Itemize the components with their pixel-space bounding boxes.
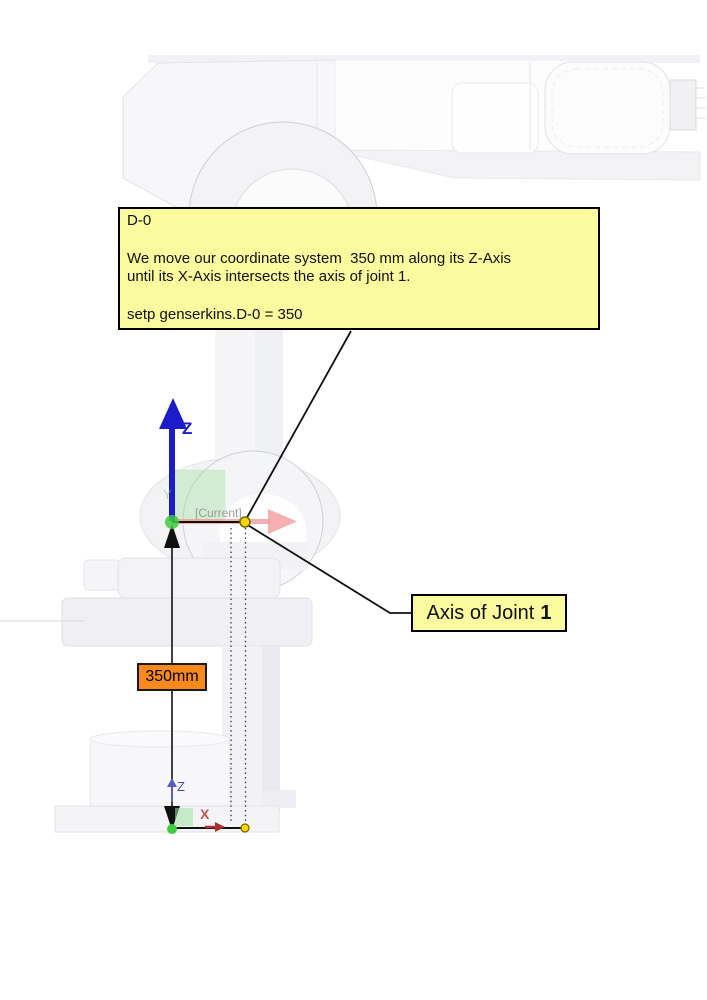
dimension-text: 350mm: [145, 668, 199, 685]
d0-note-callout: [118, 207, 600, 330]
dimension-350mm-label: [137, 663, 207, 691]
arm-panel: [452, 83, 538, 153]
wrist-housing: [545, 62, 670, 154]
base-step: [262, 790, 296, 808]
current-frame-label: [Current]: [195, 506, 242, 520]
base-cylinder: [90, 737, 230, 811]
note-body-line2: until its X-Axis intersects the axis of joint 1.: [127, 268, 411, 285]
note-body-line1: We move our coordinate system 350 mm along its Z-Axis: [127, 250, 512, 267]
axis-of-joint-label: [411, 594, 567, 632]
joint-label-number: 1: [540, 601, 552, 624]
base-origin-dot: [167, 824, 177, 834]
origin-dot: [165, 515, 179, 529]
base-cylinder-top: [90, 731, 230, 747]
base-ring-upper: [118, 558, 280, 598]
arm-underside: [330, 150, 700, 180]
base-joint-marker-dot: [241, 824, 249, 832]
lower-column-shade: [262, 646, 280, 812]
base-z-axis-label: Z: [177, 779, 185, 794]
joint-label-text: Axis of Joint: [426, 601, 535, 624]
tool-flange: [670, 80, 696, 130]
y-axis-label: Y: [163, 487, 172, 502]
base-ring-lower: [62, 598, 312, 646]
note-title: D-0: [127, 212, 152, 229]
base-x-axis-label: X: [200, 806, 210, 822]
base-selection-square: [175, 808, 193, 826]
note-command: setp genserkins.D-0 = 350: [127, 306, 303, 323]
base-tab: [84, 560, 120, 590]
z-axis-label: Z: [182, 419, 193, 438]
